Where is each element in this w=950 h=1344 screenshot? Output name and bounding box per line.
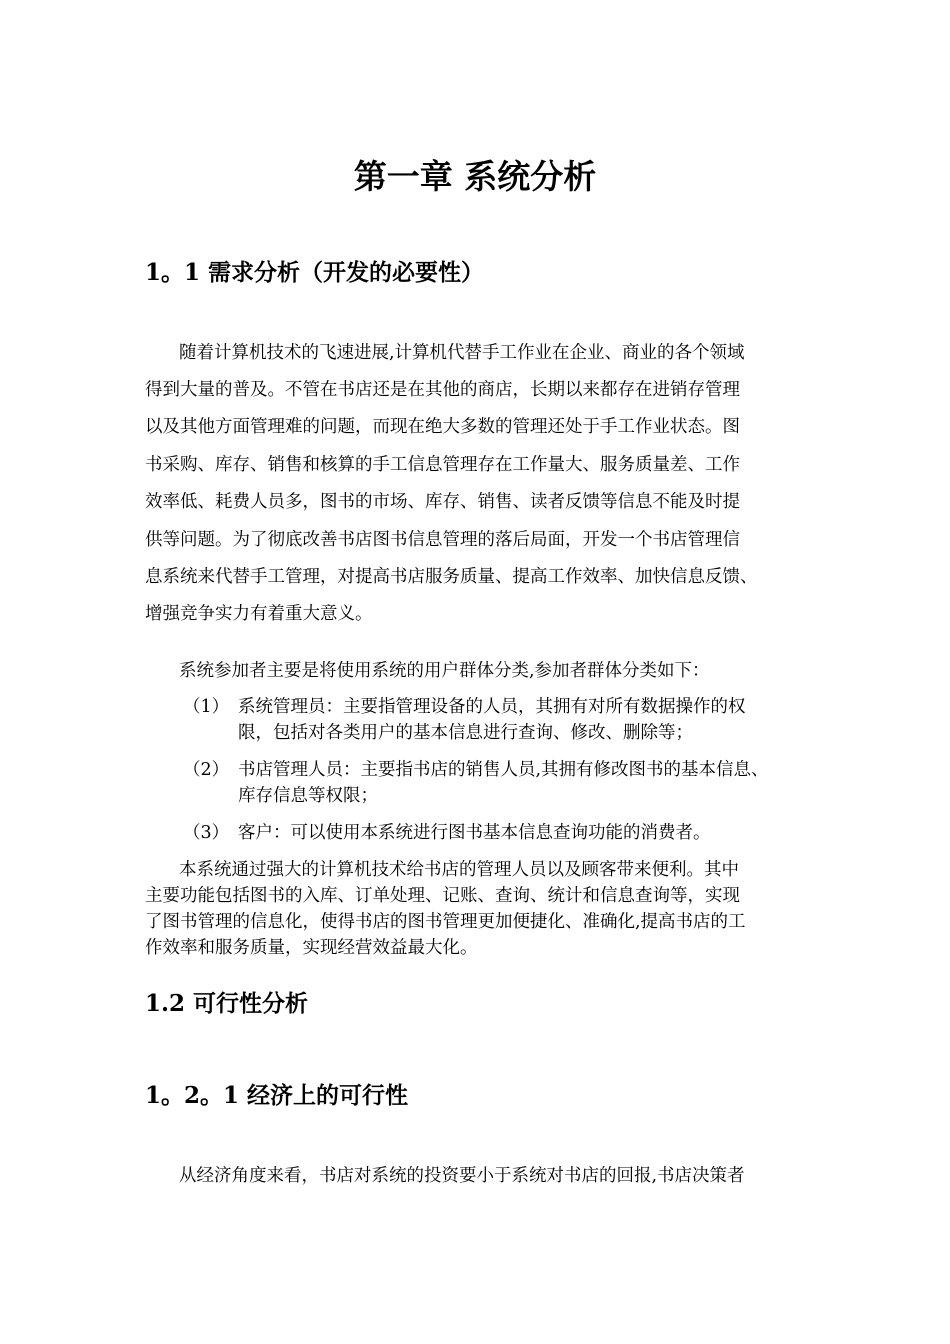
paragraph-line: 随着计算机技术的飞速进展,计算机代替手工作业在企业、商业的各个领域 [179, 343, 745, 363]
paragraph-line: 息系统来代替手工管理，对提高书店服务质量、提高工作效率、加快信息反馈、 [145, 567, 758, 587]
paragraph-line: 得到大量的普及。不管在书店还是在其他的商店，长期以来都存在进销存管理 [145, 380, 740, 400]
list-item-text: 库存信息等权限； [238, 786, 378, 806]
section-heading-1-1: 1。1 需求分析（开发的必要性） [145, 259, 485, 286]
list-item-text: 系统管理员：主要指管理设备的人员，其拥有对所有数据操作的权 [238, 697, 746, 717]
paragraph-line: 从经济角度来看，书店对系统的投资要小于系统对书店的回报,书店决策者 [179, 1166, 745, 1186]
list-item-text: 限，包括对各类用户的基本信息进行查询、修改、删除等； [238, 723, 693, 743]
paragraph-line: 了图书管理的信息化，使得书店的图书管理更加便捷化、准确化,提高书店的工 [145, 912, 746, 932]
section-heading-1-2: 1.2 可行性分析 [145, 990, 309, 1017]
section-heading-1-2-1: 1。2。1 经济上的可行性 [145, 1082, 409, 1109]
list-item-number: （3） [183, 823, 230, 843]
paragraph-line: 效率低、耗费人员多，图书的市场、库存、销售、读者反馈等信息不能及时提 [145, 492, 740, 512]
chapter-title: 第一章 系统分析 [353, 157, 597, 196]
paragraph-line: 增强竞争实力有着重大意义。 [145, 604, 373, 624]
list-item-text: 书店管理人员：主要指书店的销售人员,其拥有修改图书的基本信息、 [238, 760, 769, 780]
paragraph-line: 书采购、库存、销售和核算的手工信息管理存在工作量大、服务质量差、工作 [145, 455, 740, 475]
paragraph-line: 作效率和服务质量，实现经营效益最大化。 [145, 938, 478, 958]
list-item-number: （1） [183, 697, 230, 717]
list-item-text: 客户：可以使用本系统进行图书基本信息查询功能的消费者。 [238, 823, 711, 843]
participants-intro: 系统参加者主要是将使用系统的用户群体分类,参加者群体分类如下： [179, 661, 710, 681]
paragraph-line: 以及其他方面管理难的问题，而现在绝大多数的管理还处于手工作业状态。图 [145, 417, 740, 437]
paragraph-line: 供等问题。为了彻底改善书店图书信息管理的落后局面，开发一个书店管理信 [145, 530, 740, 550]
paragraph-line: 本系统通过强大的计算机技术给书店的管理人员以及顾客带来便利。其中 [179, 860, 739, 880]
list-item-number: （2） [183, 760, 230, 780]
paragraph-line: 主要功能包括图书的入库、订单处理、记账、查询、统计和信息查询等，实现 [145, 886, 740, 906]
